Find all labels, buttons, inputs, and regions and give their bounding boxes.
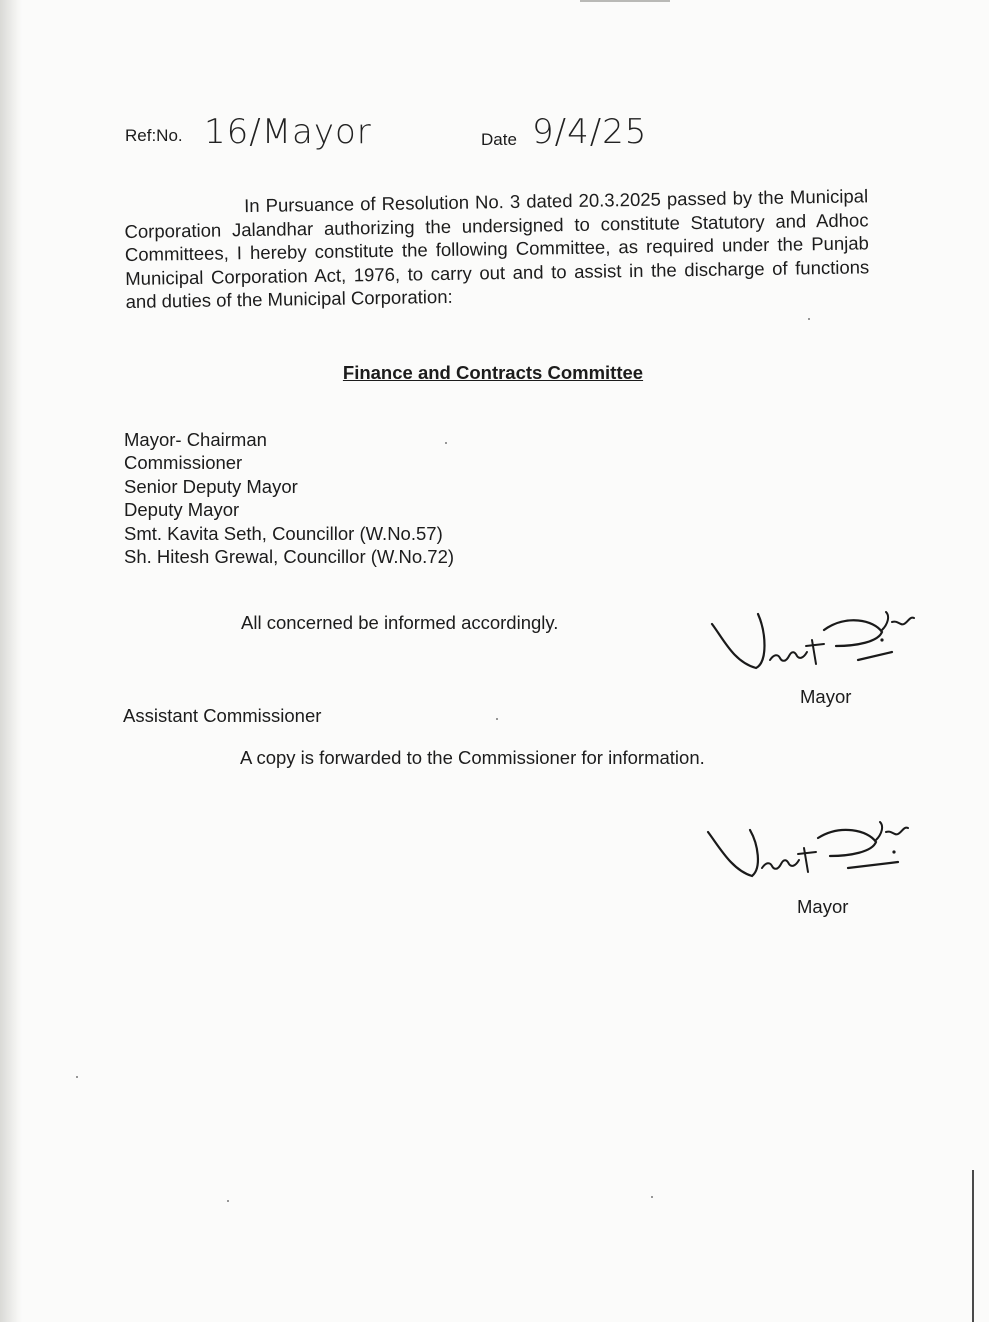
mayor-signature-1 [706, 602, 936, 682]
member-item: Mayor- Chairman [124, 429, 267, 450]
signatory-2-title: Mayor [797, 896, 849, 917]
committee-title: Finance and Contracts Committee [342, 362, 644, 383]
ref-label: Ref:No. [125, 126, 183, 145]
scan-speck [227, 1200, 229, 1202]
member-item: Sh. Hitesh Grewal, Councillor (W.No.72) [124, 546, 455, 568]
date-handwritten: 9/4/25 [532, 112, 648, 152]
member-item: Commissioner [124, 452, 243, 474]
scan-speck [651, 1196, 653, 1198]
date-label: Date [481, 130, 517, 149]
scan-speck [76, 1076, 78, 1078]
scan-speck [445, 442, 447, 444]
signatory-1-title: Mayor [800, 686, 852, 707]
resolution-paragraph: In Pursuance of Resolution No. 3 dated 20.3.2025 passed by the Municipal Corporation Jalandhar authorizing the undersigned to constitute Statutory and Adhoc Committees, I hereby constitute the following Committee, as required under the Punjab Municipal Corporation Act, 1976, to carry out and to assist in the discharge of functions and duties of the Municipal Corporation: [124, 185, 870, 312]
scan-edge-right [972, 1170, 974, 1322]
scan-edge-top [580, 0, 670, 2]
copy-forward-line: A copy is forwarded to the Commissioner for information. [240, 747, 705, 768]
committee-members-list [124, 428, 454, 568]
member-item: Smt. Kavita Seth, Councillor (W.No.57) [124, 522, 443, 544]
member-item: Senior Deputy Mayor [124, 475, 298, 497]
scan-speck [808, 318, 810, 320]
ref-number-handwritten: 16/Mayor [204, 112, 372, 152]
mayor-signature-2 [702, 818, 932, 890]
member-item: Deputy Mayor [124, 499, 240, 521]
scan-speck [496, 718, 498, 720]
scan-shadow-left [0, 0, 22, 1322]
inform-line: All concerned be informed accordingly. [241, 612, 559, 633]
addressee: Assistant Commissioner [123, 705, 322, 726]
